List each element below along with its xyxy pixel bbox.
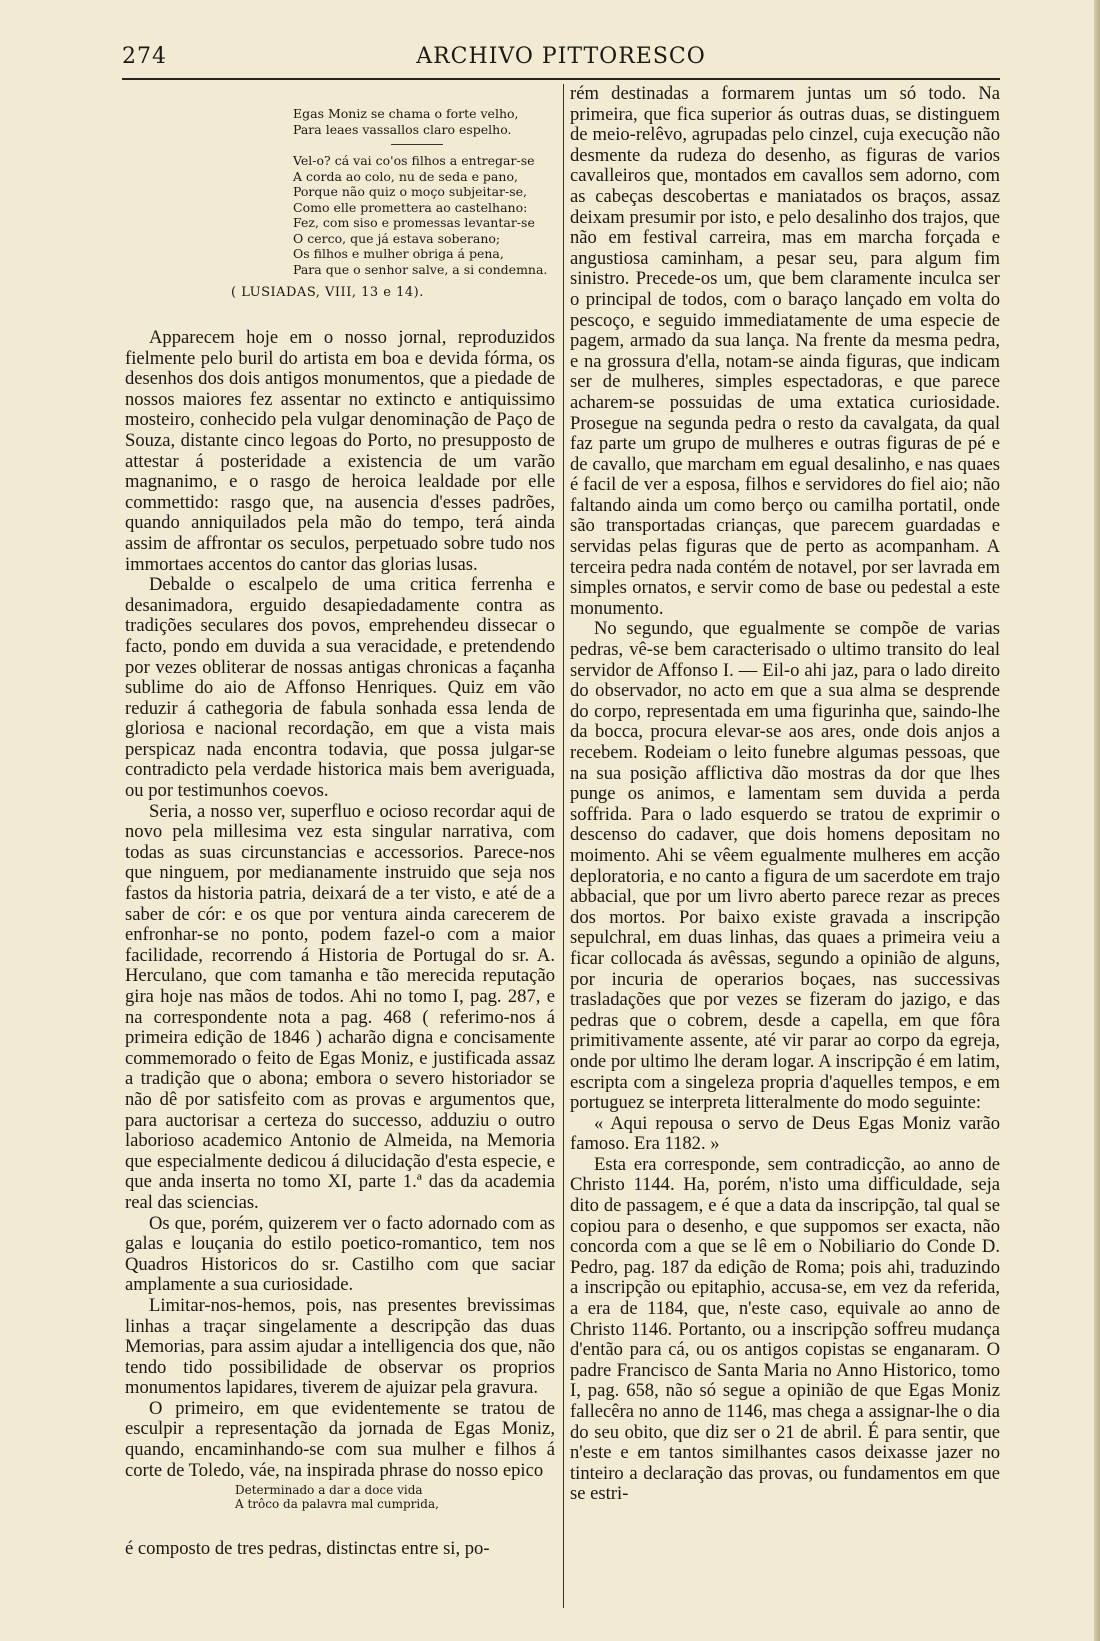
page-header — [122, 44, 1000, 74]
epigraph-divider — [391, 144, 443, 145]
inline-verse — [235, 1483, 555, 1511]
page-edge — [1094, 0, 1100, 1641]
left-body — [125, 328, 555, 1481]
paragraph: Esta era corresponde, sem contradicção, ao anno de Christo 1144. Ha, porém, n'isto uma difficuldade, seja dito de passagem, e é que a data da inscripção, tal qual se copiou para o desenho, e que suppomos ser exacta, não concorda com a que se lê em o Nobiliario do Conde D. Pedro, pag. 187 da edição de Roma; pois ahi, traduzindo a inscripção ou epitaphio, accusa-se, em vez da referida, a era de 1184, que, n'este caso, equivale ao anno de Christo 1146. Portanto, ou a inscripção soffreu mudança d'então para cá, ou os antigos copistas se enganaram. O padre Francisco de Santa Maria no Anno Historico, tomo I, pag. 658, não só segue a opinião de que Egas Moniz fallecêra no anno de 1146, mas chega a assignar-lhe o dia do seu obito, que diz ser o 21 de abril. É para sentir, que n'este e em tantos similhantes casos deixasse jazer no tinteiro a declaração das provas, ou fundamentos em que se estri- — [570, 1153, 1000, 1505]
epigraph-citation: ( LUSIADAS, VIII, 13 e 14). — [231, 285, 424, 300]
epigraph-line: Fez, com siso e promessas levantar-se — [293, 215, 535, 230]
column-separator — [563, 84, 564, 1608]
inline-verse-line: A trôco da palavra mal cumprida, — [235, 1497, 439, 1512]
paragraph: Debalde o escalpelo de uma critica ferrenha e desanimadora, erguido desapiedadamente contra as tradições seculares dos povos, emprehendeu dissecar o facto, pondo em duvida a sua veracidade, e pretendendo por vezes obliterar de nossas antigas chronicas a façanha sublime do aio de Affonso Henriques. Quiz em vão reduzir á cathegoria de fabula sonhada essa lenda de gloriosa e nacional recordação, em que a vista mais perspicaz nada encontra todavia, que possa julgar-se contradicto pela verdade historica mais bem averiguada, ou por testimunhos coevos. — [125, 574, 555, 802]
epigraph-line: Vel-o? cá vai co'os filhos a entregar-se — [293, 153, 535, 168]
left-column — [125, 84, 555, 1560]
paragraph: O primeiro, em que evidentemente se tratou de esculpir a representação da jornada de Egas Moniz, quando, encaminhando-se com sua mulher e filhos á corte de Toledo, váe, na inspirada phrase do nosso epico — [125, 1397, 555, 1481]
inline-verse-line: Determinado a dar a doce vida — [235, 1483, 423, 1498]
right-column — [570, 84, 1000, 1505]
paragraph: Apparecem hoje em o nosso jornal, reproduzidos fielmente pelo buril do artista em boa e devida fórma, os desenhos dos dois antigos monumentos, que a piedade de nossos maiores fez assentar no extincto e antiquissimo mosteiro, conhecido pela vulgar denominação de Paço de Souza, distante cinco legoas do Porto, no presupposto de attestar á posteridade a existencia de um varão magnanimo, e o rasgo de heroica lealdade por elle commettido: rasgo que, na ausencia d'esses padrões, quando anniquilados pela mão do tempo, terá ainda assim de affrontar os seculos, perpetuado sobre tudo nos immortaes accentos do cantor das glorias lusas. — [125, 327, 555, 575]
left-closing — [125, 1539, 555, 1560]
paragraph: Os que, porém, quizerem ver o facto adornado com as galas e louçania do estilo poetico-romantico, tem nos Quadros Historicos do sr. Castilho com que saciar amplamente a sua curiosidade. — [125, 1212, 555, 1296]
paragraph: No segundo, que egualmente se compõe de varias pedras, vê-se bem caracterisado o ultimo transito do leal servidor de Affonso I. — Eil-o ahi jaz, para o lado direito do observador, no acto em que a sua alma se desprende do corpo, representada em uma figurinha que, saindo-lhe da bocca, procura elevar-se aos ares, onde dois anjos a recebem. Rodeiam o leito funebre algumas pessoas, que na sua posição afflictiva dão mostras da dor que lhes punge os animos, e lamentam sem duvida a perda soffrida. Para o lado esquerdo se tratou de exprimir o descenso do cadaver, que dois homens depositam no moimento. Ahi se vêem egualmente mulheres em acção deploratoria, e no canto a figura de um sacerdote em trajo abbacial, que por um livro aberto parece rezar as preces dos mortos. Por baixo existe gravada a inscripção sepulchral, em duas linhas, das quaes a primeira veiu a ficar collocada ás avêssas, segundo a opinião de alguns, por incuria de operarios boçaes, nas successivas trasladações que por vezes se fizeram do jazigo, e das pedras que o cobrem, desde a capella, em que fôra primitivamente assente, até vir parar ao corpo da egreja, onde por ultimo lhe deram logar. A inscripção é em latim, escripta com a singeleza propria d'aquelles tempos, e em portuguez se interpreta litteralmente do modo seguinte: — [570, 618, 1000, 1114]
epigraph-line: Porque não quiz o moço subjeitar-se, — [293, 184, 528, 199]
epigraph-line: O cerco, que já estava soberano; — [293, 230, 501, 246]
epigraph-line: Os filhos e mulher obriga á pena, — [293, 246, 504, 261]
epigraph-line: A corda ao colo, nu de seda e pano, — [293, 168, 518, 184]
page-number: 274 — [122, 44, 167, 69]
paragraph: « Aqui repousa o servo de Deus Egas Moniz varão famoso. Era 1182. » — [570, 1112, 1000, 1155]
paragraph-closing: é composto de tres pedras, distinctas entre si, po- — [125, 1538, 490, 1560]
epigraph-line: Como elle promettera ao castelhano: — [293, 199, 528, 215]
running-title: ARCHIVO PITTORESCO — [416, 44, 706, 69]
epigraph — [293, 106, 555, 277]
right-body — [570, 84, 1000, 1505]
paragraph: Seria, a nosso ver, superfluo e ocioso recordar aqui de novo pela millesima vez esta singular narrativa, com todas as suas circunstancias e accessorios. Parece-nos que ninguem, por medianamente instruido que seja nos fastos da historia patria, deixará de a ter visto, e até de a saber de cór: e os que por ventura ainda carecerem de enfronhar-se no ponto, podem fazel-o com a maior facilidade, recorrendo á Historia de Portugal do sr. A. Herculano, que com tamanha e tão merecida reputação gira hoje nas mãos de todos. Ahi no tomo I, pag. 287, e na correspondente nota a pag. 468 ( referimo-nos á primeira edição de 1846 ) acharão digna e concisamente commemorado o feito de Egas Moniz, e justificada assaz a tradição que o abona; embora o severo historiador se não dê por satisfeito com as provas e argumentos que, para auctorisar a certeza do successo, adduziu o outro laborioso academico Antonio de Almeida, na Memoria que especialmente dedicou á dilucidação d'esta especie, e que anda inserta no tomo XI, parte 1.ª das da academia real das sciencias. — [125, 800, 555, 1213]
epigraph-line: Egas Moniz se chama o forte velho, — [293, 106, 519, 121]
paragraph: rém destinadas a formarem juntas um só todo. Na primeira, que fica superior ás outras duas, se distinguem de meio-relêvo, agrupadas pelo cinzel, cuja execução não desmente da rudeza do desenho, as figuras de varios cavalleiros que, montados em cavallos sem adorno, com as cabeças descobertas e maniatados os braços, assaz deixam presumir por isto, e pelo desalinho dos trajos, que não em festival carreira, mas em marcha forçada e angustiosa caminham, a pesar seu, para algum fim sinistro. Precede-os um, que bem claramente inculca ser o principal de todos, com o baraço lançado em volta do pescoço, e seguido immediatamente de uma especie de pagem, armado da sua lança. Na frente da mesma pedra, e na grossura d'ella, notam-se ainda figuras, que indicam ser de mulheres, simples espectadoras, e que parece acharem-se possuidas de uma extatica curiosidade. Prosegue na segunda pedra o resto da cavalgata, da qual faz parte um grupo de mulheres e outras figuras de pé e de cavallo, que marcham em egual desalinho, e nas quaes é facil de ver a esposa, filhos e servidores do fiel aio; não faltando ainda um como berço ou camilha portatil, onde são transportadas crianças, que parecem guardadas e servidas pelas figuras que de perto as acompanham. A terceira pedra nada contém de notavel, por ser lavrada em simples ornatos, e servir como de base ou pedestal a este monumento. — [570, 83, 1000, 619]
paragraph: Limitar-nos-hemos, pois, nas presentes brevissimas linhas a traçar singelamente a descripção das duas Memorias, para assim ajudar a intelligencia dos que, não tendo tido possibilidade de observar os proprios monumentos lapidares, tiverem de ajuizar pela gravura. — [125, 1294, 555, 1399]
epigraph-line: Para que o senhor salve, a si condemna. — [293, 261, 548, 277]
header-rule — [122, 78, 1000, 80]
epigraph-line: Para leaes vassallos claro espelho. — [293, 121, 512, 137]
